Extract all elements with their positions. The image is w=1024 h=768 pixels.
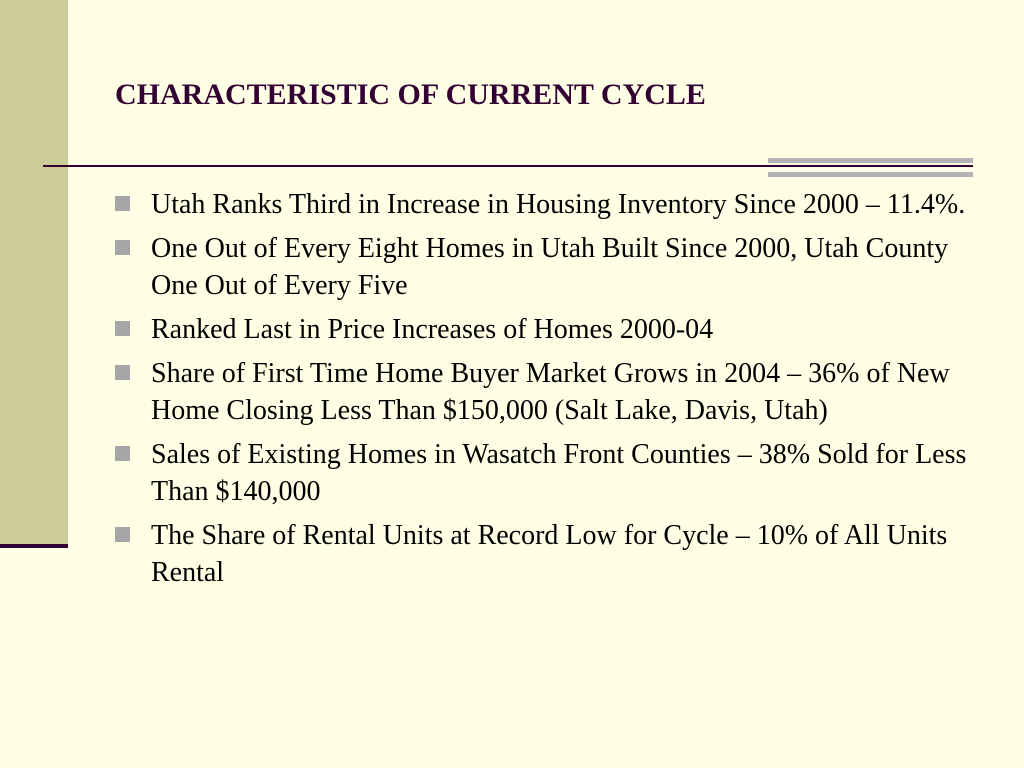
square-bullet-icon — [115, 196, 130, 211]
left-decorative-band — [0, 0, 68, 544]
bullet-text: The Share of Rental Units at Record Low for Cycle – 10% of All Units Rental — [151, 520, 948, 588]
bullet-list — [115, 186, 975, 598]
square-bullet-icon — [115, 240, 130, 255]
square-bullet-icon — [115, 527, 130, 542]
square-bullet-icon — [115, 446, 130, 461]
bullet-item — [115, 436, 975, 510]
bullet-text: Sales of Existing Homes in Wasatch Front Counties – 38% Sold for Less Than $140,000 — [151, 439, 967, 507]
bullet-item — [115, 311, 975, 348]
bullet-text: Ranked Last in Price Increases of Homes 2000-04 — [151, 314, 714, 345]
bullet-text: Share of First Time Home Buyer Market Grows in 2004 – 36% of New Home Closing Less Than $150,000 (Salt Lake, Davis, Utah) — [151, 358, 950, 426]
bullet-item — [115, 355, 975, 429]
bullet-item — [115, 230, 975, 304]
bullet-item — [115, 186, 975, 223]
bullet-text: One Out of Every Eight Homes in Utah Built Since 2000, Utah County One Out of Every Five — [151, 233, 949, 301]
square-bullet-icon — [115, 365, 130, 380]
left-band-rule — [0, 544, 68, 548]
accent-bar-top — [768, 158, 973, 163]
bullet-item — [115, 517, 975, 591]
title-divider — [43, 165, 973, 167]
bullet-text: Utah Ranks Third in Increase in Housing Inventory Since 2000 – 11.4%. — [151, 189, 966, 220]
slide-title: CHARACTERISTIC OF CURRENT CYCLE — [115, 78, 706, 111]
accent-bar-bottom — [768, 172, 973, 177]
square-bullet-icon — [115, 321, 130, 336]
